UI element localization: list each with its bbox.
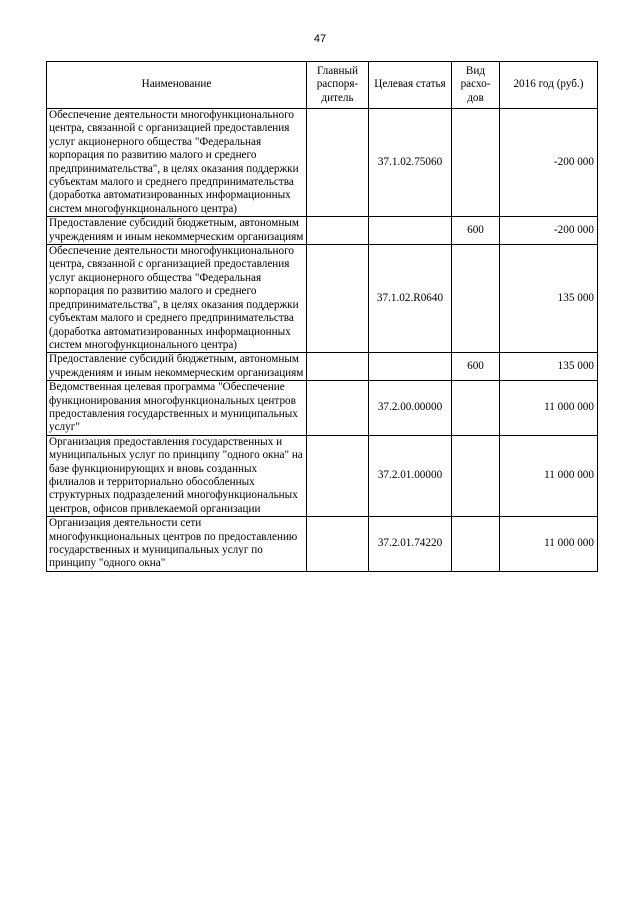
row-expense-type (452, 381, 500, 436)
table-row (47, 517, 598, 572)
table-row (47, 353, 598, 381)
table-row (47, 109, 598, 217)
row-target: 37.2.01.00000 (369, 435, 452, 516)
table-row (47, 435, 598, 516)
row-target (369, 217, 452, 245)
header-name: Наименование (47, 62, 307, 109)
table-row (47, 381, 598, 436)
row-target: 37.1.02.R0640 (369, 245, 452, 353)
row-admin (307, 435, 369, 516)
row-expense-type (452, 517, 500, 572)
row-amount: -200 000 (500, 109, 598, 217)
row-amount: 11 000 000 (500, 435, 598, 516)
row-target (369, 353, 452, 381)
row-name: Предоставление субсидий бюджетным, автономным учреждениям и иным некоммерческим организациям (47, 353, 307, 381)
row-amount: 135 000 (500, 245, 598, 353)
row-name: Организация предоставления государственных и муниципальных услуг по принципу "одного окна" на базе функционирующих и вновь созданных филиалов и территориально обособленных структурных подразделений многофункциональных центров, офисов привлекаемой организации (47, 435, 307, 516)
row-admin (307, 245, 369, 353)
row-name: Обеспечение деятельности многофункционального центра, связанной с организацией предоставления услуг акционерного общества "Федеральная корпорация по развитию малого и среднего предпринимательства", в целях оказания поддержки субъектам малого и среднего предпринимательства (доработка автоматизированных информационных систем многофункционального центра) (47, 245, 307, 353)
header-admin: Главный распоря-дитель (307, 62, 369, 109)
row-name: Организация деятельности сети многофункциональных центров по предоставлению государственных и муниципальных услуг по принципу "одного окна" (47, 517, 307, 572)
row-name: Ведомственная целевая программа "Обеспечение функционирования многофункциональных центров предоставления государственных и муниципальных услуг" (47, 381, 307, 436)
header-target: Целевая статья (369, 62, 452, 109)
row-expense-type (452, 435, 500, 516)
row-target: 37.2.01.74220 (369, 517, 452, 572)
row-amount: 11 000 000 (500, 381, 598, 436)
row-expense-type: 600 (452, 353, 500, 381)
row-expense-type (452, 109, 500, 217)
row-admin (307, 381, 369, 436)
budget-table (46, 61, 598, 572)
row-expense-type (452, 245, 500, 353)
table-row (47, 217, 598, 245)
row-amount: -200 000 (500, 217, 598, 245)
row-admin (307, 353, 369, 381)
page-number: 47 (313, 33, 327, 45)
row-amount: 11 000 000 (500, 517, 598, 572)
row-expense-type: 600 (452, 217, 500, 245)
row-target: 37.2.00.00000 (369, 381, 452, 436)
row-target: 37.1.02.75060 (369, 109, 452, 217)
row-admin (307, 109, 369, 217)
row-name: Предоставление субсидий бюджетным, автономным учреждениям и иным некоммерческим организациям (47, 217, 307, 245)
row-admin (307, 517, 369, 572)
row-name: Обеспечение деятельности многофункционального центра, связанной с организацией предоставления услуг акционерного общества "Федеральная корпорация по развитию малого и среднего предпринимательства", в целях оказания поддержки субъектам малого и среднего предпринимательства (доработка автоматизированных информационных систем многофункционального центра) (47, 109, 307, 217)
table-row (47, 245, 598, 353)
row-amount: 135 000 (500, 353, 598, 381)
header-amount: 2016 год (руб.) (500, 62, 598, 109)
table-header-row (47, 62, 598, 109)
header-expense-type: Вид расхо-дов (452, 62, 500, 109)
row-admin (307, 217, 369, 245)
